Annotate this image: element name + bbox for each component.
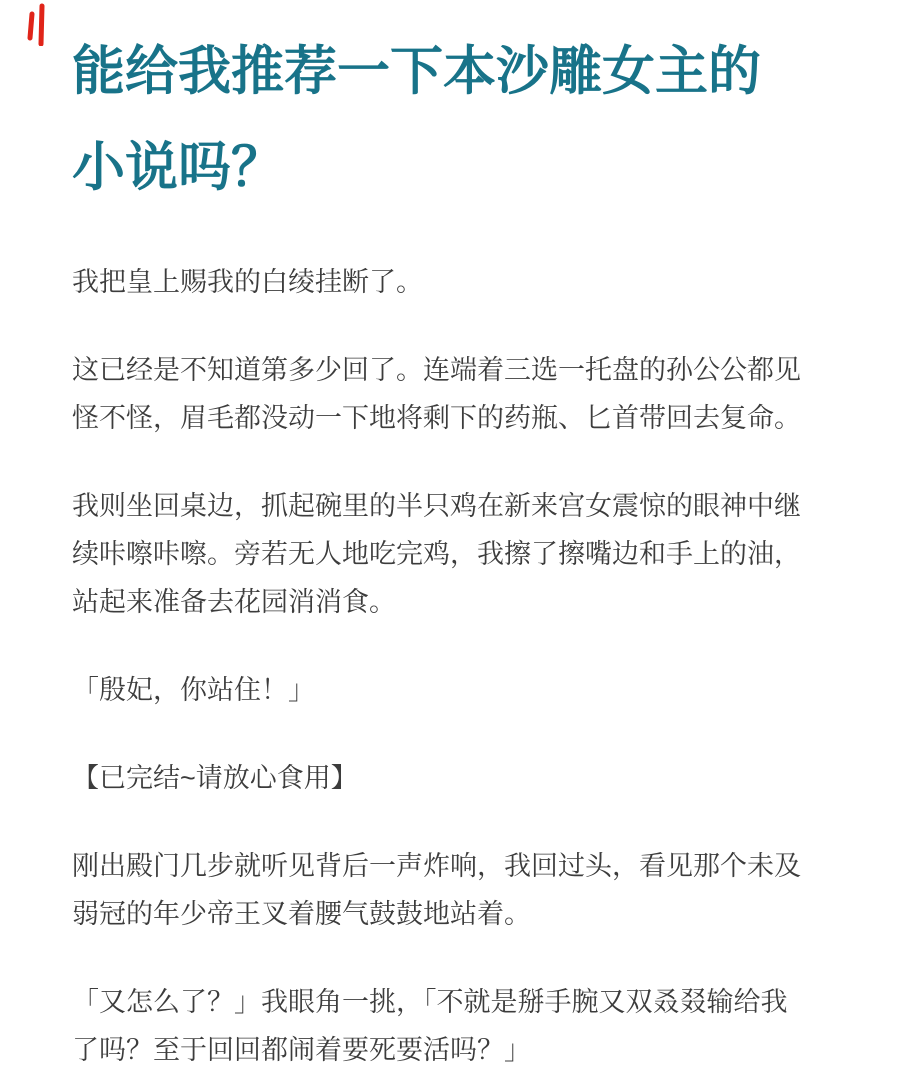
paragraph: 我把皇上赐我的白绫挂断了。 [72,267,423,297]
paragraph-note: 【已完结~请放心食用】 [72,763,358,793]
paragraph: 刚出殿门几步就听见背后一声炸响，我回过头，看见那个未及弱冠的年少帝王叉着腰气鼓鼓地站着。 [72,851,801,929]
article-body [72,24,812,1074]
paragraph: 这已经是不知道第多少回了。连端着三选一托盘的孙公公都见怪不怪，眉毛都没动一下地将剩下的药瓶、匕首带回去复命。 [72,355,801,433]
red-corner-mark-icon [27,2,49,46]
page-title: 能给我推荐一下本沙雕女主的小说吗？ [72,42,761,197]
paragraph: 我则坐回桌边，抓起碗里的半只鸡在新来宫女震惊的眼神中继续咔嚓咔嚓。旁若无人地吃完鸡，我擦了擦嘴边和手上的油，站起来准备去花园消消食。 [72,491,801,617]
paragraph-dialogue: 「殷妃，你站住！」 [72,675,315,705]
paragraph-dialogue: 「又怎么了？」我眼角一挑，「不就是掰手腕又双叒叕输给我了吗？至于回回都闹着要死要活吗？」 [72,987,788,1065]
